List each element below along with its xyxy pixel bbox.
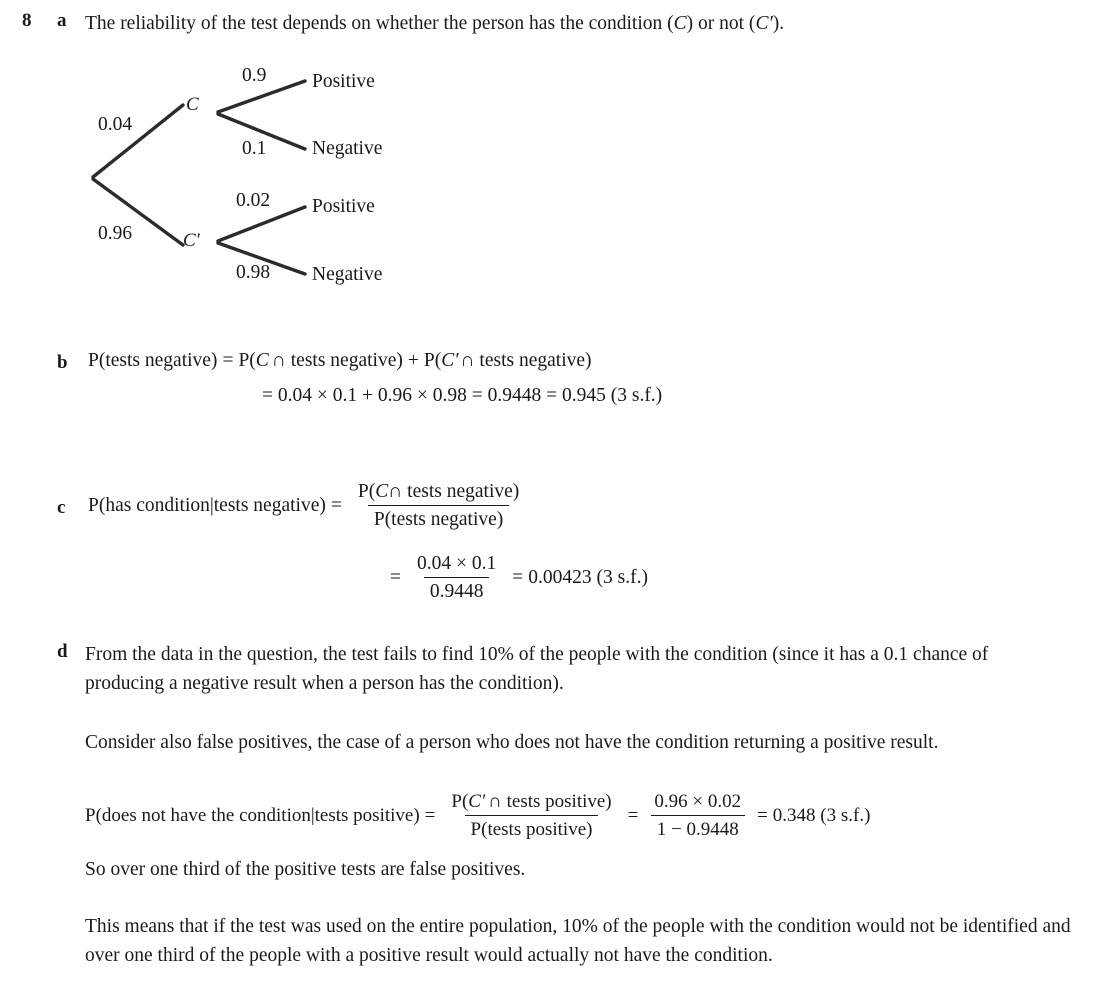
part-c-equals-2: =	[390, 567, 401, 588]
part-c-result: 0.00423 (3 s.f.)	[528, 567, 648, 588]
part-b-var-c-prime: C′	[441, 350, 459, 371]
part-c-fraction-2-numerator: 0.04 × 0.1	[417, 553, 497, 574]
part-b-result: = 0.04 × 0.1 + 0.96 × 0.98 = 0.9448 = 0.945 (3 s.f.)	[262, 385, 663, 406]
part-d-f1-num-var: C′	[468, 791, 486, 812]
part-d-fraction-2-numerator: 0.96 × 0.02	[654, 791, 742, 812]
tree-prob-0-02: 0.02	[236, 190, 271, 211]
part-d-paragraph-2: Consider also false positives, the case of a person who does not have the condition returning a positive result.	[85, 732, 939, 753]
tree-leaf-negative-1: Negative	[312, 138, 383, 159]
tree-prob-0-98: 0.98	[236, 262, 271, 283]
part-c-f1-num-rest: ∩ tests negative)	[388, 481, 520, 502]
tree-prob-0-04: 0.04	[98, 114, 133, 135]
part-b-lhs: P(tests negative)	[88, 350, 218, 371]
part-c-fraction-2	[411, 552, 502, 604]
tree-node-c-prime: C′	[183, 230, 200, 251]
part-b-term-2-open: P(	[423, 350, 442, 371]
probability-tree-diagram	[60, 55, 480, 300]
part-b-equation-line-2	[262, 385, 662, 407]
part-c-equals-3: =	[512, 567, 524, 588]
tree-leaf-positive-1: Positive	[312, 71, 375, 92]
part-b-equation-line-1	[88, 350, 592, 372]
part-b-plus: +	[407, 350, 419, 371]
tree-node-c: C	[186, 94, 199, 115]
part-a-text-1: The reliability of the test depends on whether the person has the condition (	[85, 13, 674, 34]
tree-prob-0-96: 0.96	[98, 223, 133, 244]
part-c-equation-line-1	[88, 480, 530, 532]
part-d-equals-3: =	[757, 805, 768, 826]
part-c-equation-line-2	[385, 552, 648, 604]
part-b-equals-1: =	[222, 350, 234, 371]
part-d-result: 0.348 (3 s.f.)	[772, 805, 871, 826]
part-d-f1-num-rest: ∩ tests positive)	[488, 791, 612, 812]
tree-prob-0-9: 0.9	[242, 65, 267, 86]
part-d-letter: d	[57, 641, 68, 662]
part-c-f1-num-open: P(	[357, 481, 376, 502]
part-b-term-1-open: P(	[238, 350, 256, 371]
part-d-equals-1: =	[424, 805, 436, 826]
part-d-paragraph-4: This means that if the test was used on the entire population, 10% of the people with the condition would not be identified and over one third of the people with a positive result would actually not have the condition.	[85, 916, 1071, 966]
tree-prob-0-1: 0.1	[242, 138, 267, 159]
part-b-term-1-rest: ∩ tests negative)	[271, 350, 403, 371]
part-d-fraction-2-denominator: 1 − 0.9448	[651, 815, 745, 842]
part-d-fraction-1	[445, 790, 617, 842]
part-d-paragraph-3: So over one third of the positive tests are false positives.	[85, 859, 526, 880]
tree-leaf-negative-2: Negative	[312, 264, 383, 285]
part-c-fraction-1-denominator: P(tests negative)	[368, 505, 509, 532]
part-d-fraction-1-denominator: P(tests positive)	[465, 815, 599, 842]
part-b-term-2-rest: ∩ tests negative)	[460, 350, 592, 371]
part-c-fraction-1	[352, 480, 525, 532]
branch-cprime-to-positive	[218, 207, 305, 241]
part-a-statement	[85, 10, 1085, 37]
part-c-f1-num-var: C	[375, 481, 389, 502]
part-b-var-c: C	[255, 350, 269, 371]
part-c-letter: c	[57, 497, 66, 518]
part-a-letter: a	[57, 10, 67, 31]
part-a-text-2: ) or not (	[686, 13, 756, 34]
variable-c: C	[673, 13, 687, 34]
part-c-lhs: P(has condition|tests negative)	[88, 495, 326, 516]
part-c-fraction-1-numerator	[352, 480, 525, 505]
tree-leaf-positive-2: Positive	[312, 196, 375, 217]
variable-c-prime: C′	[755, 13, 773, 34]
question-number: 8	[22, 10, 32, 31]
part-a-text-3: ).	[772, 13, 785, 34]
part-d-lhs: P(does not have the condition|tests positive)	[85, 805, 420, 826]
part-d-f1-num-open: P(	[451, 791, 469, 812]
part-d-paragraph-1: From the data in the question, the test fails to find 10% of the people with the condition (since it has a 0.1 chance of producing a negative result when a person has the condition).	[85, 644, 989, 694]
part-d-equation	[85, 790, 870, 842]
part-b-letter: b	[57, 352, 68, 373]
part-d-equals-2: =	[627, 805, 639, 826]
part-c-equals-1: =	[330, 495, 342, 516]
part-c-fraction-2-denominator: 0.9448	[424, 577, 490, 604]
part-d-fraction-1-numerator	[445, 790, 617, 815]
part-d-fraction-2	[648, 790, 747, 842]
